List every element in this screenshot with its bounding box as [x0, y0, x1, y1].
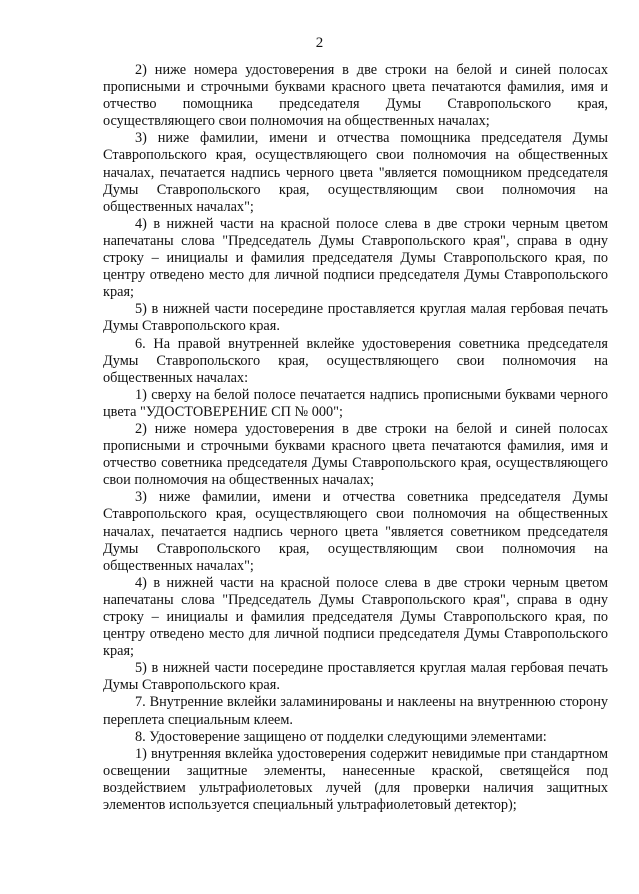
document-body — [103, 62, 608, 814]
page-number: 2 — [315, 35, 324, 51]
paragraph: 3) ниже фамилии, имени и отчества советника председателя Думы Ставропольского края, осуществляющего свои полномочия на общественных началах, печатается надпись черного цвета "является советником председателя Думы Ставропольского края, осуществляющим свои полномочия на общественных началах"; — [103, 489, 608, 574]
paragraph: 3) ниже фамилии, имени и отчества помощника председателя Думы Ставропольского края, осуществляющего свои полномочия на общественных началах, печатается надпись черного цвета "является помощником председателя Думы Ставропольского края, осуществляющим свои полномочия на общественных началах"; — [103, 130, 608, 215]
paragraph: 8. Удостоверение защищено от подделки следующими элементами: — [135, 728, 547, 745]
paragraph: 2) ниже номера удостоверения в две строки на белой и синей полосах прописными и строчными буквами красного цвета печатаются фамилия, имя и отчество советника председателя Думы Ставропольского края, осуществляющего свои полномочия на общественных началах; — [103, 420, 608, 489]
paragraph: 6. На правой внутренней вклейке удостоверения советника председателя Думы Ставропольского края, осуществляющего свои полномочия на общественных началах: — [103, 335, 608, 386]
paragraph: 1) внутренняя вклейка удостоверения содержит невидимые при стандартном освещении защитные элементы, нанесенные краской, светящейся под воздействием ультрафиолетовых лучей (для проверки наличия защитных элементов используется специальный ультрафиолетовый детектор); — [103, 745, 608, 814]
paragraph: 2) ниже номера удостоверения в две строки на белой и синей полосах прописными и строчными буквами красного цвета печатаются фамилия, имя и отчество помощника председателя Думы Ставропольского края, осуществляющего свои полномочия на общественных началах; — [103, 62, 608, 130]
paragraph: 5) в нижней части посередине проставляется круглая малая гербовая печать Думы Ставропольского края. — [103, 660, 608, 694]
paragraph: 5) в нижней части посередине проставляется круглая малая гербовая печать Думы Ставропольского края. — [103, 301, 608, 335]
paragraph: 1) сверху на белой полосе печатается надпись прописными буквами черного цвета "УДОСТОВЕРЕНИЕ СП № 000"; — [103, 386, 608, 420]
paragraph: 7. Внутренние вклейки заламинированы и наклеены на внутреннюю сторону переплета специальным клеем. — [103, 694, 608, 728]
paragraph: 4) в нижней части на красной полосе слева в две строки черным цветом напечатаны слова "Председатель Думы Ставропольского края", справа в одну строку – инициалы и фамилия председателя Думы Ставропольского края, по центру отведено место для личной подписи председателя Думы Ставропольского края; — [103, 574, 608, 660]
paragraph: 4) в нижней части на красной полосе слева в две строки черным цветом напечатаны слова "Председатель Думы Ставропольского края", справа в одну строку – инициалы и фамилия председателя Думы Ставропольского края, по центру отведено место для личной подписи председателя Думы Ставропольского края; — [103, 215, 608, 301]
